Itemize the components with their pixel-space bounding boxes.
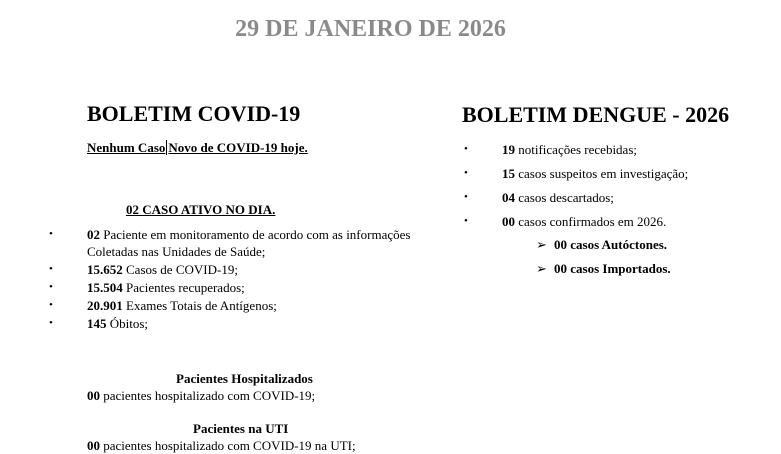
list-item: ➢ 00 casos Importados. [536,261,671,276]
list-item: ➢ 00 casos Autóctones. [536,237,668,252]
bullet-icon: • [49,299,53,311]
uti-title: Pacientes na UTI [193,421,289,436]
page-date: 29 DE JANEIRO DE 2026 [235,16,506,42]
bullet-icon: • [49,281,53,293]
list-item: • 15.504 Pacientes recuperados; [49,280,245,295]
bullet-icon: • [464,215,468,227]
arrow-bullet-icon: ➢ [536,261,547,276]
no-new-case-part-b: Novo de COVID-19 hoje. [168,140,308,155]
list-item: • 02 Paciente em monitoramento de acordo com as informações Coletadas nas Unidades de Saúde; [49,227,411,259]
covid-stats-list [49,226,422,333]
dengue-sub-list [536,236,671,284]
active-case-title: 02 CASO ATIVO NO DIA. [126,202,276,217]
covid-bulletin-title: BOLETIM COVID-19 [87,101,301,126]
bullet-icon: • [49,263,53,275]
bullet-icon: • [49,228,53,240]
uti-line: 00 pacientes hospitalizado com COVID-19 na UTI; [87,438,356,453]
list-item: • 15.652 Casos de COVID-19; [49,262,238,277]
list-item: • 15 casos suspeitos em investigação; [464,166,689,181]
no-new-case-part-a: Nenhum Caso [87,140,166,155]
dengue-stats-list [464,141,772,237]
list-item: • 145 Óbitos; [49,316,149,331]
bullet-icon: • [49,317,53,329]
bullet-icon: • [464,167,468,179]
list-item: • 20.901 Exames Totais de Antígenos; [49,298,277,313]
list-item: • 00 casos confirmados em 2026. [464,214,667,229]
list-item: • 19 notificações recebidas; [464,142,637,157]
dengue-bulletin-title: BOLETIM DENGUE - 2026 [462,102,730,127]
hospitalized-title: Pacientes Hospitalizados [176,371,313,386]
no-new-case-line [87,140,308,156]
bullet-icon: • [464,143,468,155]
bullet-icon: • [464,191,468,203]
hospitalized-line: 00 pacientes hospitalizado com COVID-19; [87,388,316,403]
list-item: • 04 casos descartados; [464,190,614,205]
dengue-column [430,0,781,445]
arrow-bullet-icon: ➢ [536,237,547,252]
